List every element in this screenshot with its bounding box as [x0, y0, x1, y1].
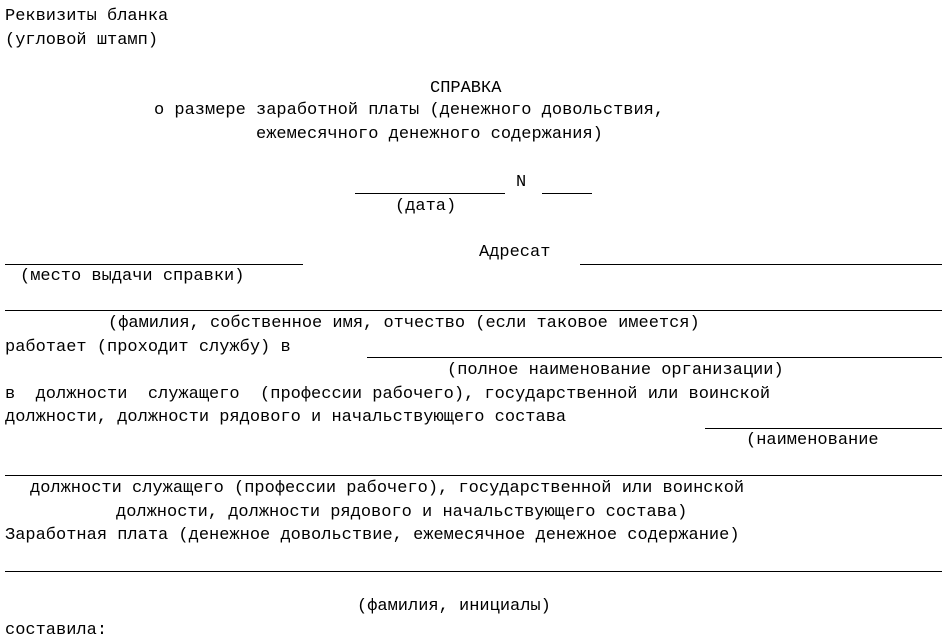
position-field-line-2[interactable] — [5, 475, 942, 476]
stamp-line-1: Реквизиты бланка — [5, 7, 169, 26]
document-title-line-1: о размере заработной платы (денежного довольствия, — [154, 101, 665, 120]
position-caption-line-2: должности, должности рядового и начальствующего состава) — [116, 503, 688, 522]
place-of-issue-caption: (место выдачи справки) — [20, 267, 245, 286]
stamp-line-2: (угловой штамп) — [5, 31, 159, 50]
date-caption: (дата) — [395, 197, 457, 216]
full-name-field-line[interactable] — [5, 310, 942, 311]
place-of-issue-field-line[interactable] — [5, 264, 303, 265]
position-text-line-2: должности, должности рядового и начальствующего состава — [5, 408, 567, 427]
position-field-line-1[interactable] — [705, 428, 942, 429]
prepared-by-label: составила: — [5, 621, 108, 640]
salary-label: Заработная плата (денежное довольствие, ежемесячное денежное содержание) — [5, 526, 740, 545]
addressee-label: Адресат — [479, 243, 551, 262]
organization-field-line[interactable] — [367, 357, 942, 358]
works-at-label: работает (проходит службу) в — [5, 338, 291, 357]
document-title-line-2: ежемесячного денежного содержания) — [256, 125, 603, 144]
document-heading: СПРАВКА — [430, 79, 502, 98]
number-field-line[interactable] — [542, 193, 592, 194]
addressee-field-line[interactable] — [580, 264, 942, 265]
organization-caption: (полное наименование организации) — [447, 361, 784, 380]
date-field-line[interactable] — [355, 193, 505, 194]
salary-field-line[interactable] — [5, 571, 942, 572]
position-text-line-1: в должности служащего (профессии рабочего), государственной или воинской — [5, 385, 771, 404]
full-name-caption: (фамилия, собственное имя, отчество (если таковое имеется) — [108, 314, 700, 333]
position-caption-line-1: должности служащего (профессии рабочего), государственной или воинской — [30, 479, 745, 498]
number-label: N — [516, 173, 527, 192]
position-caption-start: (наименование — [746, 431, 879, 450]
signatory-name-caption: (фамилия, инициалы) — [357, 597, 551, 616]
